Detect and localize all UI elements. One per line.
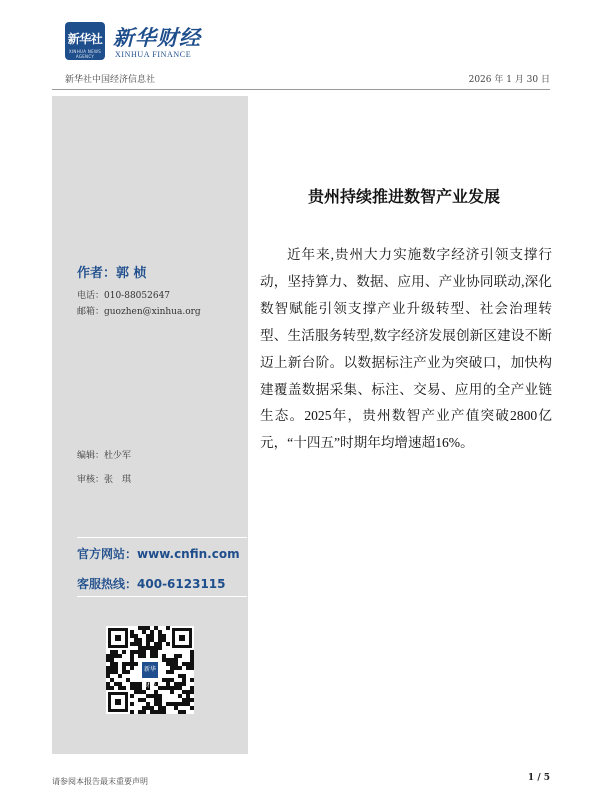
- qr-module: [118, 674, 122, 678]
- qr-module: [190, 706, 194, 710]
- qr-module: [162, 710, 166, 714]
- brand-name-cn: 新华财经: [113, 25, 201, 50]
- qr-module: [134, 650, 138, 654]
- qr-module: [154, 650, 158, 654]
- qr-center-logo: 新华财经: [140, 660, 160, 680]
- qr-module: [110, 658, 114, 662]
- qr-module: [142, 654, 146, 658]
- qr-module: [146, 702, 150, 706]
- qr-module: [182, 662, 186, 666]
- qr-module: [190, 690, 194, 694]
- qr-module: [166, 678, 170, 682]
- qr-module: [154, 642, 158, 646]
- qr-module: [170, 666, 174, 670]
- qr-module: [158, 706, 162, 710]
- qr-module: [146, 642, 150, 646]
- qr-finder-pattern: [108, 628, 128, 648]
- qr-module: [138, 690, 142, 694]
- qr-module: [150, 634, 154, 638]
- qr-module: [170, 670, 174, 674]
- qr-module: [126, 662, 130, 666]
- qr-module: [178, 682, 182, 686]
- qr-module: [150, 630, 154, 634]
- qr-module: [174, 666, 178, 670]
- sidebar-divider: [77, 596, 247, 597]
- qr-module: [170, 662, 174, 666]
- qr-module: [154, 654, 158, 658]
- qr-module: [178, 654, 182, 658]
- qr-module: [106, 686, 110, 690]
- qr-module: [138, 654, 142, 658]
- qr-module: [178, 694, 182, 698]
- qr-module: [138, 646, 142, 650]
- qr-module: [138, 682, 142, 686]
- author-phone: 电话：010-88052647: [77, 291, 171, 301]
- qr-module: [110, 670, 114, 674]
- qr-module: [130, 710, 134, 714]
- qr-module: [186, 666, 190, 670]
- qr-module: [114, 662, 118, 666]
- qr-module: [150, 710, 154, 714]
- qr-module: [158, 702, 162, 706]
- qr-module: [190, 650, 194, 654]
- qr-module: [190, 654, 194, 658]
- qr-module: [142, 626, 146, 630]
- article-title: 贵州持续推进数智产业发展: [307, 187, 500, 206]
- qr-module: [166, 626, 170, 630]
- qr-module: [174, 662, 178, 666]
- qr-module: [182, 678, 186, 682]
- qr-module: [114, 650, 118, 654]
- qr-module: [142, 650, 146, 654]
- qr-module: [106, 682, 110, 686]
- qr-module: [186, 698, 190, 702]
- qr-module: [170, 678, 174, 682]
- qr-module: [110, 654, 114, 658]
- qr-module: [182, 682, 186, 686]
- qr-module: [166, 686, 170, 690]
- qr-module: [170, 686, 174, 690]
- qr-module: [158, 642, 162, 646]
- qr-module: [166, 682, 170, 686]
- qr-module: [138, 698, 142, 702]
- qr-module: [154, 646, 158, 650]
- qr-module: [142, 698, 146, 702]
- qr-module: [166, 658, 170, 662]
- qr-module: [170, 658, 174, 662]
- qr-module: [130, 694, 134, 698]
- qr-module: [150, 650, 154, 654]
- qr-module: [158, 638, 162, 642]
- hotline-line: [77, 575, 226, 592]
- qr-module: [146, 706, 150, 710]
- qr-module: [110, 650, 114, 654]
- qr-module: [150, 706, 154, 710]
- website-line: [77, 545, 240, 562]
- hotline-number: 400-6123115: [137, 577, 226, 591]
- hotline-label: 客服热线：: [77, 577, 138, 591]
- qr-module: [130, 666, 134, 670]
- qr-module: [150, 638, 154, 642]
- qr-module: [106, 670, 110, 674]
- qr-module: [162, 706, 166, 710]
- qr-module: [158, 710, 162, 714]
- qr-module: [174, 658, 178, 662]
- qr-module: [178, 710, 182, 714]
- logo-badge-text: 新华社: [67, 32, 103, 46]
- sidebar-divider: [77, 537, 247, 538]
- qr-module: [130, 702, 134, 706]
- qr-module: [182, 710, 186, 714]
- qr-module: [126, 670, 130, 674]
- editor: 编辑：杜少军: [77, 451, 132, 461]
- qr-module: [142, 710, 146, 714]
- qr-module: [154, 626, 158, 630]
- qr-module: [138, 626, 142, 630]
- qr-module: [178, 702, 182, 706]
- sidebar: [52, 96, 248, 754]
- qr-module: [154, 694, 158, 698]
- header-date: 2026 年 1 月 30 日: [468, 75, 550, 85]
- qr-finder-pattern: [108, 692, 128, 712]
- qr-finder-pattern: [172, 628, 192, 648]
- qr-module: [190, 662, 194, 666]
- qr-module: [166, 642, 170, 646]
- qr-module: [130, 662, 134, 666]
- qr-module: [134, 638, 138, 642]
- qr-module: [150, 654, 154, 658]
- qr-module: [190, 678, 194, 682]
- qr-module: [158, 698, 162, 702]
- article-body: 近年来,贵州大力实施数字经济引领支撑行动，坚持算力、数据、应用、产业协同联动,深化数智赋能引领支撑产业升级转型、社会治理转型、生活服务转型,数字经济发展创新区建设不断迈上新台阶。以数据标注产业为突破口，加快构建覆盖数据采集、标注、交易、应用的全产业链生态。2025年，贵州数智产业产值突破2800亿元，“十四五”时期年均增速超16%。: [260, 247, 552, 451]
- qr-module: [134, 634, 138, 638]
- qr-module: [158, 630, 162, 634]
- qr-module: [166, 670, 170, 674]
- qr-module: [186, 690, 190, 694]
- qr-module: [134, 662, 138, 666]
- qr-module: [158, 646, 162, 650]
- qr-module: [118, 654, 122, 658]
- qr-module: [138, 642, 142, 646]
- qr-module: [138, 638, 142, 642]
- qr-module: [150, 646, 154, 650]
- qr-module: [178, 686, 182, 690]
- qr-module: [130, 634, 134, 638]
- qr-module: [178, 674, 182, 678]
- qr-module: [178, 666, 182, 670]
- qr-module: [190, 658, 194, 662]
- qr-module: [130, 630, 134, 634]
- reviewer: 审核：张 琪: [77, 475, 132, 485]
- qr-module: [134, 682, 138, 686]
- qr-module: [106, 658, 110, 662]
- qr-module: [174, 702, 178, 706]
- qr-module: [182, 702, 186, 706]
- qr-module: [162, 658, 166, 662]
- qr-module: [182, 674, 186, 678]
- qr-module: [122, 650, 126, 654]
- brand-name-en: XINHUA FINANCE: [115, 50, 192, 59]
- qr-module: [190, 698, 194, 702]
- disclaimer-note: 请参阅本报告最末重要声明: [52, 777, 148, 786]
- xinhua-logo-badge: [65, 22, 105, 60]
- qr-module: [114, 670, 118, 674]
- qr-module: [134, 690, 138, 694]
- qr-module: [130, 642, 134, 646]
- qr-module: [114, 682, 118, 686]
- qr-module: [126, 678, 130, 682]
- qr-module: [186, 694, 190, 698]
- qr-module: [122, 670, 126, 674]
- qr-module: [162, 638, 166, 642]
- qr-module: [182, 698, 186, 702]
- qr-module: [146, 626, 150, 630]
- qr-module: [162, 686, 166, 690]
- qr-module: [158, 694, 162, 698]
- website-link[interactable]: www.cnfin.com: [137, 547, 240, 561]
- qr-module: [146, 634, 150, 638]
- qr-module: [110, 662, 114, 666]
- qr-module: [182, 690, 186, 694]
- qr-module: [158, 634, 162, 638]
- qr-module: [154, 702, 158, 706]
- qr-module: [186, 702, 190, 706]
- qr-module: [110, 678, 114, 682]
- qr-module: [130, 658, 134, 662]
- qr-module: [158, 686, 162, 690]
- qr-module: [122, 666, 126, 670]
- logo-badge-subtext: XINHUA NEWS AGENCY: [68, 49, 102, 59]
- qr-module: [134, 686, 138, 690]
- qr-module: [142, 630, 146, 634]
- qr-module: [170, 702, 174, 706]
- qr-module: [146, 694, 150, 698]
- qr-module: [114, 654, 118, 658]
- qr-module: [154, 698, 158, 702]
- qr-module: [146, 646, 150, 650]
- qr-module: [170, 690, 174, 694]
- qr-module: [134, 642, 138, 646]
- author-email[interactable]: 邮箱：guozhen@xinhua.org: [77, 307, 201, 317]
- qr-module: [154, 710, 158, 714]
- qr-code-icon: [106, 626, 194, 714]
- header-divider: [52, 89, 550, 90]
- qr-module: [166, 702, 170, 706]
- qr-module: [122, 662, 126, 666]
- qr-module: [118, 682, 122, 686]
- qr-module: [162, 678, 166, 682]
- qr-module: [162, 654, 166, 658]
- qr-module: [146, 638, 150, 642]
- qr-module: [110, 666, 114, 670]
- website-label: 官方网站：: [77, 547, 138, 561]
- qr-module: [150, 694, 154, 698]
- qr-module: [130, 682, 134, 686]
- qr-module: [174, 686, 178, 690]
- qr-module: [114, 666, 118, 670]
- qr-module: [106, 666, 110, 670]
- qr-module: [174, 654, 178, 658]
- qr-module: [138, 650, 142, 654]
- qr-module: [174, 706, 178, 710]
- qr-module: [110, 686, 114, 690]
- qr-module: [142, 646, 146, 650]
- qr-module: [106, 674, 110, 678]
- qr-module: [142, 706, 146, 710]
- qr-module: [118, 686, 122, 690]
- qr-module: [130, 654, 134, 658]
- qr-module: [122, 686, 126, 690]
- qr-module: [186, 662, 190, 666]
- qr-module: [138, 710, 142, 714]
- page-number: 1 / 5: [527, 773, 550, 783]
- qr-module: [130, 650, 134, 654]
- qr-module: [162, 634, 166, 638]
- author-name: 作者：郭 桢: [77, 266, 147, 281]
- qr-module: [190, 686, 194, 690]
- qr-module: [174, 682, 178, 686]
- qr-module: [190, 666, 194, 670]
- qr-module: [138, 686, 142, 690]
- header-organization: 新华社中国经济信息社: [65, 75, 156, 85]
- qr-module: [106, 654, 110, 658]
- qr-module: [130, 686, 134, 690]
- qr-module: [166, 662, 170, 666]
